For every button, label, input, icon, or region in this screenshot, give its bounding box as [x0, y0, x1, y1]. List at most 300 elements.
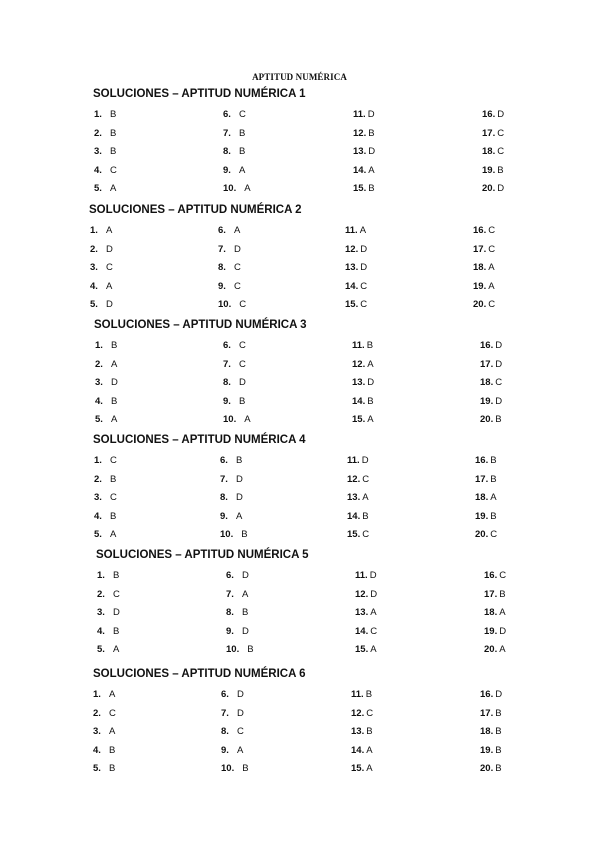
question-number: 20. [480, 414, 494, 425]
answer-item [355, 569, 377, 583]
answer-letter: A [488, 280, 495, 292]
answer-letter: B [109, 127, 117, 139]
answer-letter: B [241, 529, 248, 540]
answer-letter: B [238, 146, 246, 157]
answer-letter: D [370, 588, 378, 600]
question-number: 2. [97, 588, 105, 600]
answer-letter: A [362, 492, 369, 503]
question-number: 12. [345, 243, 359, 255]
answer-item [473, 261, 495, 275]
answer-row [0, 744, 599, 760]
answer-row [0, 707, 599, 723]
answer-row [0, 280, 599, 296]
answer-letter: B [495, 763, 502, 774]
answer-letter: D [236, 707, 244, 719]
question-number: 16. [480, 340, 494, 351]
answer-item [220, 510, 242, 524]
section-heading: SOLUCIONES – APTITUD NUMÉRICA 2 [89, 204, 302, 216]
answer-letter: B [109, 510, 117, 522]
question-number: 15. [353, 183, 367, 194]
answer-item [347, 454, 369, 468]
answer-letter: B [490, 473, 497, 485]
answer-row [0, 339, 599, 355]
answer-item [95, 395, 117, 409]
answer-item [90, 298, 113, 312]
question-number: 9. [220, 510, 228, 522]
answer-letter: B [112, 570, 120, 581]
answer-letter: A [109, 183, 117, 194]
answer-item [473, 280, 495, 294]
answer-item [95, 376, 118, 390]
answer-letter: D [495, 689, 503, 700]
answer-row [0, 298, 599, 314]
answer-item [221, 744, 243, 758]
answer-item [223, 164, 245, 178]
answer-item [94, 510, 116, 524]
question-number: 14. [345, 280, 359, 292]
answer-letter: C [238, 109, 246, 120]
answer-letter: B [366, 340, 374, 351]
question-number: 3. [94, 146, 102, 157]
answer-letter: C [370, 625, 378, 637]
question-number: 2. [94, 127, 102, 139]
answer-letter: A [236, 744, 244, 756]
question-number: 12. [351, 707, 365, 719]
answer-item [218, 280, 241, 294]
question-number: 13. [355, 607, 369, 618]
answer-row [0, 454, 599, 470]
answer-item [475, 491, 497, 505]
answer-letter: D [360, 262, 368, 273]
answer-letter: B [495, 707, 502, 719]
answer-letter: D [497, 183, 505, 194]
answer-item [473, 224, 495, 238]
question-number: 20. [484, 644, 498, 655]
answer-item [475, 528, 497, 542]
answer-letter: D [361, 455, 369, 466]
answer-item [351, 725, 373, 739]
answer-letter: B [495, 414, 502, 425]
answer-letter: A [110, 358, 118, 370]
question-number: 20. [475, 529, 489, 540]
answer-item [484, 625, 506, 639]
answer-item [351, 688, 372, 702]
answer-item [482, 182, 504, 196]
answer-item [482, 127, 504, 141]
answer-letter: A [238, 164, 246, 176]
question-number: 11. [351, 689, 364, 700]
answer-item [480, 339, 502, 353]
question-number: 10. [218, 299, 232, 310]
answer-item [353, 108, 375, 122]
question-number: 8. [221, 726, 229, 737]
question-number: 3. [97, 607, 105, 618]
answer-item [345, 261, 367, 275]
answer-item [347, 510, 369, 524]
answer-item [351, 762, 373, 776]
answer-letter: B [110, 340, 118, 351]
answer-item [218, 224, 240, 238]
answer-item [351, 744, 373, 758]
question-number: 17. [484, 588, 498, 600]
question-number: 14. [351, 744, 365, 756]
answer-item [480, 744, 502, 758]
question-number: 15. [355, 644, 369, 655]
question-number: 11. [347, 455, 360, 466]
answer-letter: D [495, 395, 503, 407]
question-number: 2. [94, 473, 102, 485]
answer-item [95, 339, 117, 353]
question-number: 17. [480, 358, 494, 370]
answer-item [351, 707, 373, 721]
answer-letter: A [490, 492, 497, 503]
answer-item [218, 298, 246, 312]
answer-letter: A [366, 744, 373, 756]
question-number: 6. [221, 689, 229, 700]
answer-letter: A [367, 358, 374, 370]
answer-item [480, 688, 502, 702]
question-number: 4. [94, 510, 102, 522]
section-heading: SOLUCIONES – APTITUD NUMÉRICA 6 [93, 668, 306, 680]
answer-row [0, 108, 599, 124]
answer-row [0, 588, 599, 604]
answer-item [226, 606, 248, 620]
answer-letter: A [105, 280, 113, 292]
answer-item [94, 164, 117, 178]
question-number: 6. [220, 455, 228, 466]
answer-row [0, 395, 599, 411]
answer-item [355, 606, 377, 620]
question-number: 13. [351, 726, 365, 737]
answer-row [0, 643, 599, 659]
answer-item [347, 528, 369, 542]
answer-letter: A [235, 510, 243, 522]
answer-item [223, 108, 246, 122]
answer-item [475, 473, 497, 487]
answer-item [482, 145, 504, 159]
answer-letter: A [112, 644, 120, 655]
answer-item [480, 707, 502, 721]
answer-item [94, 491, 117, 505]
answer-letter: B [365, 689, 373, 700]
answer-item [480, 395, 502, 409]
answer-letter: B [490, 455, 497, 466]
answer-item [353, 127, 375, 141]
answer-item [352, 395, 374, 409]
answer-item [97, 643, 119, 657]
answer-letter: A [233, 225, 241, 236]
question-number: 10. [223, 414, 237, 425]
answer-item [220, 473, 243, 487]
answer-letter: C [233, 280, 241, 292]
question-number: 7. [218, 243, 226, 255]
answer-row [0, 376, 599, 392]
question-number: 10. [220, 529, 234, 540]
answer-letter: C [360, 280, 368, 292]
question-number: 16. [473, 225, 487, 236]
answer-letter: D [360, 243, 368, 255]
answer-letter: D [105, 299, 113, 310]
answer-letter: C [105, 262, 113, 273]
question-number: 19. [475, 510, 489, 522]
answer-letter: C [108, 707, 116, 719]
answer-letter: A [244, 183, 251, 194]
question-number: 17. [473, 243, 487, 255]
answer-letter: A [370, 607, 377, 618]
question-number: 8. [226, 607, 234, 618]
question-number: 12. [347, 473, 361, 485]
question-number: 17. [480, 707, 494, 719]
answer-letter: B [495, 726, 502, 737]
question-number: 11. [345, 225, 358, 236]
question-number: 16. [480, 689, 494, 700]
question-number: 5. [97, 644, 105, 655]
answer-item [484, 569, 506, 583]
answer-item [352, 413, 374, 427]
question-number: 15. [351, 763, 365, 774]
question-number: 16. [482, 109, 496, 120]
answer-item [220, 491, 243, 505]
question-number: 18. [480, 726, 494, 737]
question-number: 9. [221, 744, 229, 756]
question-number: 12. [355, 588, 369, 600]
answer-item [482, 164, 504, 178]
answer-item [473, 243, 495, 257]
answer-row [0, 224, 599, 240]
answer-item [94, 127, 116, 141]
question-number: 2. [90, 243, 98, 255]
question-number: 7. [226, 588, 234, 600]
answer-letter: B [235, 455, 243, 466]
answer-letter: C [366, 707, 374, 719]
answer-letter: A [105, 225, 113, 236]
answer-letter: C [360, 299, 368, 310]
answer-row [0, 606, 599, 622]
answer-row [0, 413, 599, 429]
question-number: 13. [352, 377, 366, 388]
question-number: 7. [223, 358, 231, 370]
answer-letter: B [497, 164, 504, 176]
answer-item [226, 625, 249, 639]
answer-letter: A [370, 644, 377, 655]
answer-letter: D [110, 377, 118, 388]
answer-item [353, 164, 375, 178]
answer-item [226, 569, 249, 583]
answer-letter: C [236, 726, 244, 737]
answer-row [0, 569, 599, 585]
answer-letter: D [105, 243, 113, 255]
answer-item [94, 473, 116, 487]
question-number: 3. [94, 492, 102, 503]
answer-row [0, 528, 599, 544]
answer-item [90, 261, 113, 275]
answer-letter: A [359, 225, 367, 236]
question-number: 18. [480, 377, 494, 388]
answer-item [93, 707, 116, 721]
answer-item [221, 762, 249, 776]
answer-letter: D [497, 109, 505, 120]
question-number: 15. [352, 414, 366, 425]
answer-letter: B [490, 510, 497, 522]
question-number: 12. [353, 127, 367, 139]
answer-item [93, 762, 115, 776]
answer-item [94, 528, 116, 542]
answer-item [352, 358, 374, 372]
question-number: 18. [482, 146, 496, 157]
answer-item [97, 588, 120, 602]
answer-item [480, 358, 502, 372]
question-number: 4. [95, 395, 103, 407]
answer-item [223, 376, 246, 390]
question-number: 10. [221, 763, 235, 774]
question-number: 1. [94, 455, 102, 466]
answer-item [223, 339, 246, 353]
answer-item [353, 182, 375, 196]
question-number: 16. [475, 455, 489, 466]
answer-letter: A [110, 414, 118, 425]
question-number: 18. [475, 492, 489, 503]
answer-letter: C [488, 299, 496, 310]
answer-item [97, 569, 119, 583]
question-number: 17. [475, 473, 489, 485]
answer-letter: D [241, 625, 249, 637]
answer-item [218, 243, 241, 257]
answer-item [93, 725, 115, 739]
question-number: 1. [97, 570, 105, 581]
question-number: 1. [90, 225, 98, 236]
question-number: 6. [218, 225, 226, 236]
question-number: 14. [352, 395, 366, 407]
answer-row [0, 358, 599, 374]
question-number: 14. [347, 510, 361, 522]
answer-item [221, 688, 244, 702]
answer-item [345, 243, 367, 257]
answer-letter: D [238, 377, 246, 388]
answer-letter: B [109, 146, 117, 157]
question-number: 5. [93, 763, 101, 774]
question-number: 6. [226, 570, 234, 581]
question-number: 20. [480, 763, 494, 774]
question-number: 11. [353, 109, 366, 120]
question-number: 19. [482, 164, 496, 176]
question-number: 6. [223, 340, 231, 351]
answer-row [0, 473, 599, 489]
answer-row [0, 261, 599, 277]
answer-letter: B [495, 744, 502, 756]
answer-item [94, 454, 117, 468]
answer-row [0, 762, 599, 778]
answer-letter: B [247, 644, 254, 655]
question-number: 13. [347, 492, 361, 503]
answer-letter: D [499, 625, 507, 637]
question-number: 7. [220, 473, 228, 485]
answer-letter: B [109, 473, 117, 485]
answer-item [95, 413, 117, 427]
answer-row [0, 510, 599, 526]
answer-letter: D [241, 570, 249, 581]
answer-item [93, 744, 115, 758]
question-number: 4. [93, 744, 101, 756]
answer-letter: C [109, 164, 117, 176]
answer-item [223, 127, 245, 141]
answer-row [0, 625, 599, 641]
question-number: 13. [345, 262, 359, 273]
answer-letter: A [499, 607, 506, 618]
answer-row [0, 164, 599, 180]
answer-item [484, 606, 506, 620]
answer-letter: B [110, 395, 118, 407]
page-title: APTITUD NUMÉRICA [252, 72, 347, 82]
answer-item [223, 413, 251, 427]
answer-letter: B [241, 607, 249, 618]
answer-item [97, 625, 119, 639]
answer-letter: C [238, 358, 246, 370]
question-number: 16. [484, 570, 498, 581]
question-number: 14. [353, 164, 367, 176]
answer-letter: C [239, 299, 247, 310]
answer-item [347, 491, 369, 505]
answer-item [352, 339, 373, 353]
question-number: 9. [223, 164, 231, 176]
question-number: 10. [223, 183, 237, 194]
question-number: 2. [93, 707, 101, 719]
answer-letter: B [238, 395, 246, 407]
question-number: 1. [93, 689, 101, 700]
answer-letter: D [235, 492, 243, 503]
answer-letter: A [241, 588, 249, 600]
answer-letter: A [368, 164, 375, 176]
answer-item [482, 108, 504, 122]
answer-item [221, 725, 244, 739]
answer-item [473, 298, 495, 312]
answer-item [226, 588, 248, 602]
question-number: 18. [484, 607, 498, 618]
answer-item [97, 606, 120, 620]
answer-item [94, 145, 116, 159]
answer-letter: A [244, 414, 251, 425]
question-number: 15. [345, 299, 359, 310]
answer-item [220, 454, 242, 468]
question-number: 7. [223, 127, 231, 139]
answer-letter: D [368, 146, 376, 157]
answer-item [221, 707, 244, 721]
question-number: 19. [480, 744, 494, 756]
answer-letter: C [109, 455, 117, 466]
answer-item [484, 643, 506, 657]
answer-item [480, 413, 502, 427]
answer-letter: B [108, 744, 116, 756]
answer-letter: B [108, 763, 116, 774]
answer-item [223, 358, 246, 372]
question-number: 7. [221, 707, 229, 719]
question-number: 18. [473, 262, 487, 273]
answer-letter: C [499, 570, 507, 581]
answer-letter: C [497, 127, 505, 139]
answer-letter: D [236, 689, 244, 700]
answer-letter: A [367, 414, 374, 425]
answer-item [94, 182, 116, 196]
question-number: 19. [484, 625, 498, 637]
question-number: 19. [480, 395, 494, 407]
question-number: 10. [226, 644, 240, 655]
question-number: 4. [90, 280, 98, 292]
question-number: 1. [94, 109, 102, 120]
question-number: 14. [355, 625, 369, 637]
question-number: 3. [93, 726, 101, 737]
answer-letter: C [362, 473, 370, 485]
answer-letter: D [367, 109, 375, 120]
answer-item [345, 224, 366, 238]
